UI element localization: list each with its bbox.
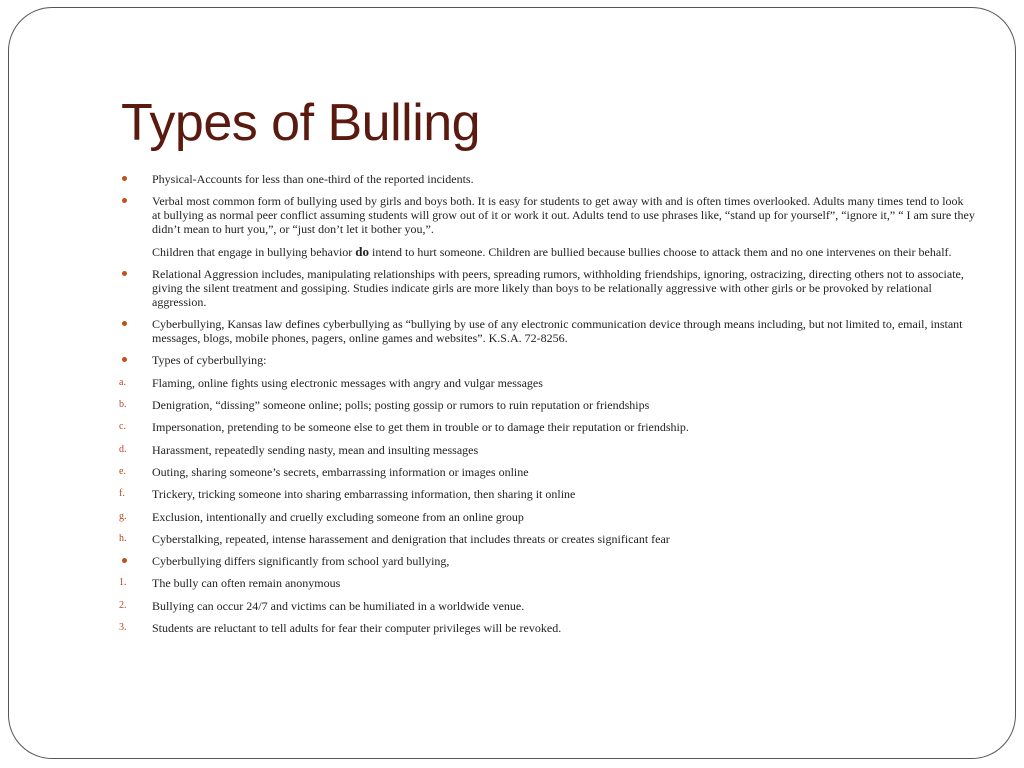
slide-frame (8, 7, 1016, 759)
bullet-text: Physical-Accounts for less than one-third of the reported incidents. (152, 172, 474, 186)
list-item (119, 576, 975, 590)
list-item (119, 510, 975, 524)
bullet-cyberbullying (119, 317, 975, 345)
bullet-relational (119, 267, 975, 309)
bullet-differs (119, 554, 975, 568)
list-item-text: Cyberstalking, repeated, intense harassement and denigration that includes threats or creates significant fear (152, 531, 670, 546)
verbal-followup-paragraph (119, 245, 975, 259)
bullet-text: Cyberbullying, Kansas law defines cyberbullying as “bullying by use of any electronic communication device through means including, but not limited to, email, instant messages, blogs, mobile phones, pagers, online games and websites”. K.S.A. 72-8256. (152, 317, 963, 346)
list-item (119, 487, 975, 501)
list-item-text: Impersonation, pretending to be someone else to get them in trouble or to damage their reputation or friendship. (152, 420, 689, 435)
list-letter-marker: g. (119, 510, 127, 522)
list-item (119, 376, 975, 390)
list-letter-marker: d. (119, 443, 127, 455)
list-letter-marker: h. (119, 532, 127, 544)
list-item (119, 443, 975, 457)
list-item-text: Harassment, repeatedly sending nasty, mean and insulting messages (152, 442, 479, 457)
list-letter-marker: a. (119, 376, 126, 388)
emphasis-word: do (355, 243, 370, 259)
list-item-text: Bullying can occur 24/7 and victims can be humiliated in a worldwide venue. (152, 598, 525, 613)
list-letter-marker: c. (119, 421, 126, 433)
list-item (119, 599, 975, 613)
list-item (119, 465, 975, 479)
bullet-dot-icon (122, 271, 127, 276)
slide-content (119, 172, 975, 643)
bullet-text: Verbal most common form of bullying used by girls and boys both. It is easy for students to get away with and is often times overlooked. Adults many times tend to look at bullying as normal peer conflict assuming students will grow out of it or work it out. Adults tend to use phrases like, “stand up for yourself”, “ignore it,” “ I am sure they didn’t mean to hurt you,”, or “just don’t let it bother you,”. (152, 194, 975, 237)
bullet-text: Cyberbullying differs significantly from school yard bullying, (152, 554, 450, 569)
bullet-verbal (119, 194, 975, 236)
list-item-text: Students are reluctant to tell adults for fear their computer privileges will be revoked. (152, 621, 562, 636)
bullet-dot-icon (122, 176, 127, 181)
list-item (119, 532, 975, 546)
bullet-types-heading (119, 353, 975, 367)
list-number-marker: 2. (119, 599, 127, 611)
bullet-dot-icon (122, 357, 127, 362)
bullet-text: Relational Aggression includes, manipulating relationships with peers, spreading rumors, withholding friendships, ignoring, ostracizing, directing others not to associate, giving the silent treatment and gossiping. Studies indicate girls are more likely than boys to be relationally aggressive with other girls or be provoked by relational aggression. (152, 266, 964, 309)
list-item-text: Flaming, online fights using electronic messages with angry and vulgar messages (152, 375, 543, 390)
list-item (119, 398, 975, 412)
bullet-dot-icon (122, 198, 127, 203)
list-letter-marker: e. (119, 465, 126, 477)
list-item-text: The bully can often remain anonymous (152, 576, 341, 591)
bullet-physical (119, 172, 975, 186)
list-item-text: Outing, sharing someone’s secrets, embarrassing information or images online (152, 464, 529, 479)
followup-text-before: Children that engage in bullying behavior (152, 244, 356, 259)
list-item-text: Trickery, tricking someone into sharing embarrassing information, then sharing it online (152, 487, 576, 502)
list-item (119, 420, 975, 434)
bullet-text: Types of cyberbullying: (152, 353, 267, 368)
list-number-marker: 3. (119, 622, 127, 634)
list-item-text: Denigration, “dissing” someone online; polls; posting gossip or rumors to ruin reputation or friendships (152, 398, 650, 413)
list-item (119, 621, 975, 635)
list-letter-marker: f. (119, 488, 125, 500)
bullet-dot-icon (122, 321, 127, 326)
list-number-marker: 1. (119, 577, 127, 589)
list-letter-marker: b. (119, 399, 127, 411)
bullet-dot-icon (122, 558, 127, 563)
list-item-text: Exclusion, intentionally and cruelly excluding someone from an online group (152, 509, 524, 524)
slide-title: Types of Bulling (121, 94, 481, 152)
followup-text-after: intend to hurt someone. Children are bullied because bullies choose to attack them and no one intervenes on their behalf. (369, 244, 952, 259)
